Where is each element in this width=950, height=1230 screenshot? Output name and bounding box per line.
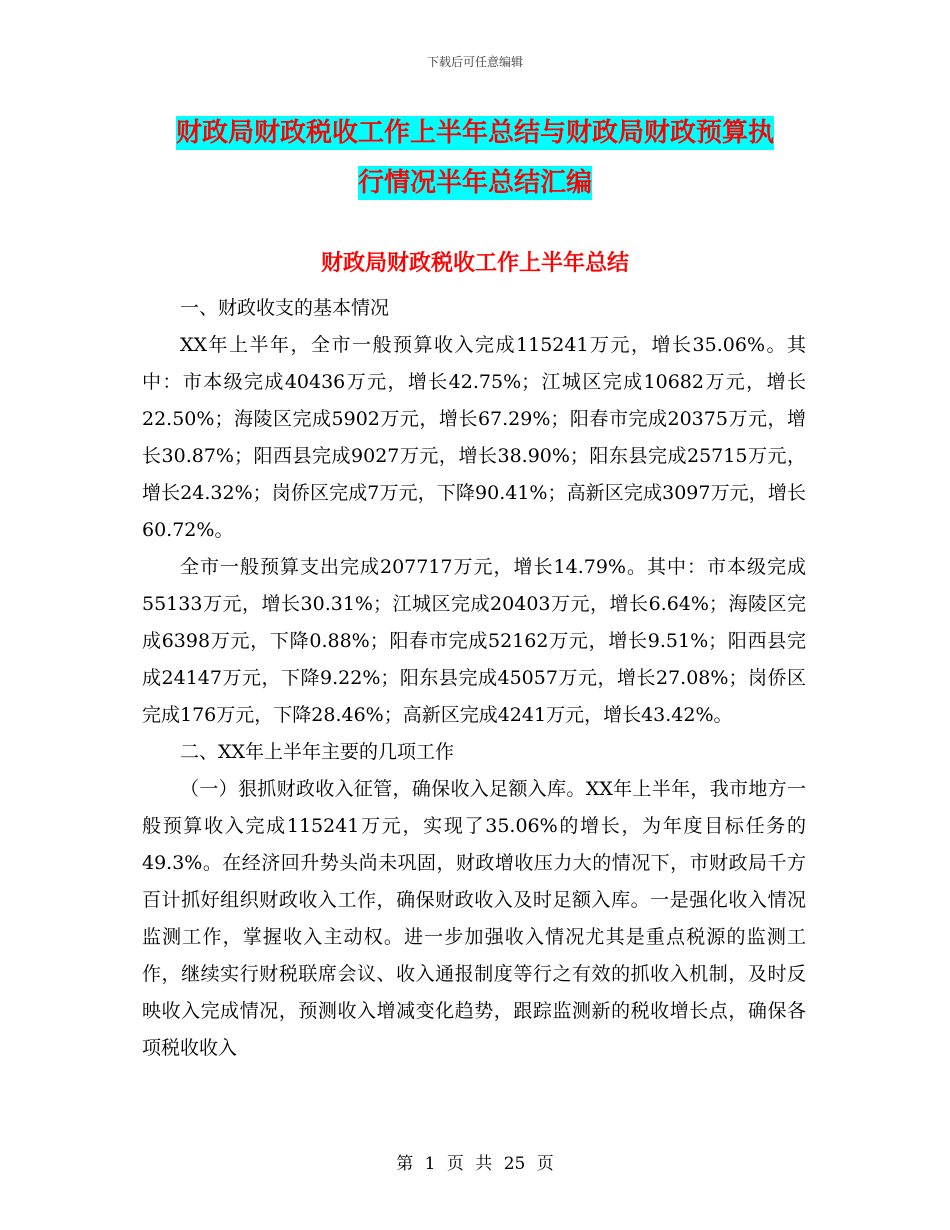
- document-title-line-1: 财政局财政税收工作上半年总结与财政局财政预算执: [175, 118, 774, 148]
- heading-main-work: 二、XX年上半年主要的几项工作: [180, 741, 455, 763]
- document-title-line-2: 行情况半年总结汇编: [357, 168, 592, 198]
- page-header-note: 下载后可任意编辑: [426, 55, 523, 69]
- document-title: [140, 108, 810, 208]
- document-body: [142, 290, 806, 1067]
- paragraph-revenue-collection: （一）狠抓财政收入征管，确保收入足额入库。XX年上半年，我市地方一般预算收入完成115241万元，实现了35.06%的增长，为年度目标任务的49.3%。在经济回升势头尚未巩固，财政增收压力大的情况下，市财政局千方百计抓好组织财政收入工作，确保财政收入及时足额入库。一是强化收入情况监测工作，掌握收入主动权。进一步加强收入情况尤其是重点税源的监测工作，继续实行财税联席会议、收入通报制度等行之有效的抓收入机制，及时反映收入完成情况，预测收入增减变化趋势，跟踪监测新的税收增长点，确保各项税收收入: [142, 778, 806, 1059]
- paragraph-expenditure: 全市一般预算支出完成207717万元，增长14.79%。其中：市本级完成55133万元，增长30.31%；江城区完成20403万元，增长6.64%；海陵区完成6398万元，下降0.88%；阳春市完成52162万元，增长9.51%；阳西县完成24147万元，下降9.22%；阳东县完成45057万元，增长27.08%；岗侨区完成176万元，下降28.46%；高新区完成4241万元，增长43.42%。: [142, 556, 806, 726]
- section-title: 财政局财政税收工作上半年总结: [320, 251, 629, 276]
- paragraph-revenue: XX年上半年，全市一般预算收入完成115241万元，增长35.06%。其中：市本级完成40436万元，增长42.75%；江城区完成10682万元，增长22.50%；海陵区完成5902万元，增长67.29%；阳春市完成20375万元，增长30.87%；阳西县完成9027万元，增长38.90%；阳东县完成25715万元，增长24.32%；岗侨区完成7万元，下降90.41%；高新区完成3097万元，增长60.72%。: [142, 334, 806, 541]
- heading-basic-situation: 一、财政收支的基本情况: [180, 297, 390, 319]
- page-number: 第 1 页 共 25 页: [396, 1154, 554, 1174]
